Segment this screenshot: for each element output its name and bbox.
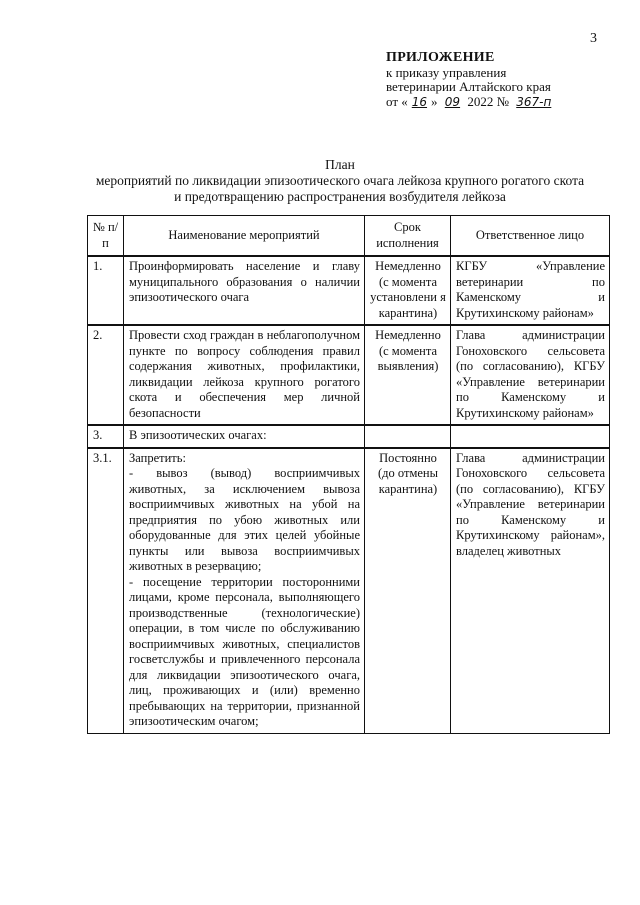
row-term xyxy=(365,425,451,448)
row-responsible: Глава администрации Гоноховского сельсовета (по согласованию), КГБУ «Управление ветеринарии по Каменскому и Крутихинскому районам», владелец животных xyxy=(451,448,610,734)
row-responsible xyxy=(451,425,610,448)
row-num: 2. xyxy=(88,325,124,425)
plan-title: План xyxy=(325,157,355,172)
row-term: Немедленно (с момента установлени я карантина) xyxy=(365,256,451,325)
header-name: Наименование мероприятий xyxy=(124,216,365,257)
plan-subtitle-line-2: и предотвращению распространения возбудителя лейкоза xyxy=(174,189,506,204)
date-prefix: от « xyxy=(386,93,408,109)
appendix-title: ПРИЛОЖЕНИЕ xyxy=(386,50,495,65)
table-row xyxy=(88,425,610,448)
row-term: Постоянно (до отмены карантина) xyxy=(365,448,451,734)
header-term: Срок исполнения xyxy=(365,216,451,257)
plan-title-block xyxy=(60,157,620,205)
appendix-line-1: к приказу управления xyxy=(386,64,507,80)
row-term: Немедленно (с момента выявления) xyxy=(365,325,451,425)
table-row xyxy=(88,325,610,425)
table-row xyxy=(88,256,610,325)
row-name xyxy=(124,448,365,734)
row-name: Провести сход граждан в неблагополучном пункте по вопросу соблюдения правил содержания животных, профилактики, ликвидации лейкоза крупного рогатого скота и обеспечения мер личной безопасности xyxy=(124,325,365,425)
row-responsible: КГБУ «Управление ветеринарии по Каменскому и Крутихинскому районам» xyxy=(451,256,610,325)
date-day: 16 xyxy=(411,94,428,109)
appendix-date-line xyxy=(386,95,555,110)
row-name-intro: Запретить: xyxy=(129,450,186,465)
header-responsible: Ответственное лицо xyxy=(451,216,610,257)
plan-subtitle-line-1: мероприятий по ликвидации эпизоотического очага лейкоза крупного рогатого скота xyxy=(95,173,585,188)
header-num: № п/п xyxy=(88,216,124,257)
row-num: 1. xyxy=(88,256,124,325)
row-name-item-1: - вывоз (вывод) восприимчивых животных, за исключением вывоза восприимчивых животных на убой на предприятия по убою животных или оборудованные для этих целей убойные пункты или вывоза восприимчивых животных в резервацию; xyxy=(129,466,360,573)
row-name: Проинформировать население и главу муниципального образования о наличии эпизоотического очага xyxy=(124,256,365,325)
row-responsible: Глава администрации Гоноховского сельсовета (по согласованию), КГБУ «Управление ветеринарии по Каменскому и Крутихинскому районам» xyxy=(451,325,610,425)
row-name-item-2: - посещение территории посторонними лицами, кроме персонала, выполняющего производственные (технологические) операции, в том числе по обслуживанию восприимчивых животных, специалистов госветслужбы и привлеченного персонала для ликвидации эпизоотического очага, лиц, проживающих и (или) временно пребывающих на территории, признанной эпизоотическим очагом; xyxy=(129,574,360,728)
date-year: 2022 № xyxy=(467,93,509,109)
appendix-block xyxy=(386,51,555,109)
measures-table xyxy=(87,215,610,734)
row-name: В эпизоотических очагах: xyxy=(124,425,365,448)
appendix-line-2: ветеринарии Алтайского края xyxy=(386,79,551,94)
row-num: 3.1. xyxy=(88,448,124,734)
page-number: 3 xyxy=(590,31,597,46)
order-number: 367-п xyxy=(516,94,552,109)
table-header-row xyxy=(88,216,610,257)
row-num: 3. xyxy=(88,425,124,448)
date-mid: » xyxy=(431,93,438,109)
table-row xyxy=(88,448,610,734)
date-month: 09 xyxy=(444,94,461,109)
